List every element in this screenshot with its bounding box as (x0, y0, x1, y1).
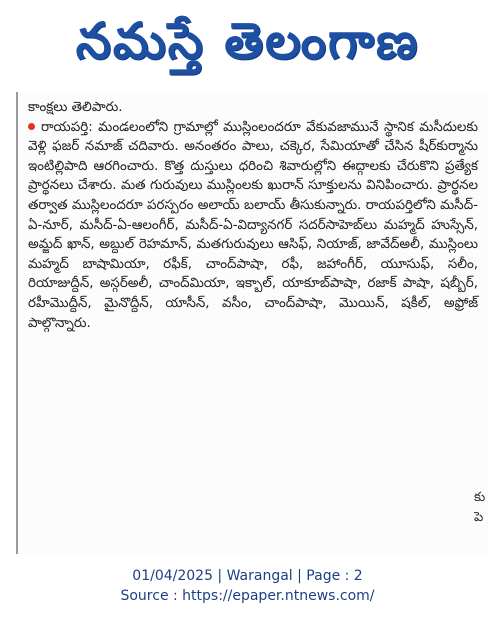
article-lead-in: కాంక్షలు తెలిపారు. (28, 100, 123, 115)
article-clipping (16, 92, 488, 554)
source-link[interactable]: Source : https://epaper.ntnews.com/ (120, 588, 375, 604)
article-body: మండలంలోని గ్రామాల్లో ముస్లింలందరూ వేకువజామునే స్థానిక మసీదులకు వెళ్లి ఫజర్ నమాజ్ చదివారు. అనంతరం పాలు, చక్కెర, సేమియాతో చేసిన షీర్‌కుర్మాను ఇంటిల్లిపాది ఆరగించారు. కొత్త దుస్తులు ధరించి శివారుల్లోని ఈద్గాలకు చేరుకొని ప్రత్యేక ప్రార్థనలు చేశారు. మత గురువులు ముస్లింలకు ఖురాన్ సూక్తులను వినిపించారు. ప్రార్థనల తర్వాత ముస్లిలందరూ పరస్పరం అలాయ్ బలాయ్ తీసుకున్నారు. రాయపర్తిలోని మసీద్-ఏ-నూర్, మసీద్-ఏ-ఆలంగీర్, మసీద్-ఏ-విద్యానగర్ సదర్‌సాహెబ్‌లు మహ్మద్ హుస్సేన్, అమ్జద్ ఖాన్, అబ్దుల్ రెహమాన్, మతగురువులు ఆసిఫ్, నియాజ్, జావేద్‌అలీ, ముస్లింలు మహ్మద్ బాషామియా, రఫీక్, చాంద్‌పాషా, రఫీ, జహాంగీర్, యూసుఫ్, సలీం, రియాజుద్దీన్, అస్గర్‌అలీ, చాంద్‌మియా, ఇక్బాల్, యాకూబ్‌పాషా, రజాక్ పాషా, షబ్బీర్, రహీమొద్దీన్, మైనొద్దీన్, యాసీన్, వసీం, చాంద్‌పాషా, మొయిన్, షకీల్, అఫ్రోజ్ పాల్గొన్నారు. (28, 119, 478, 331)
article-text (28, 98, 478, 333)
newspaper-logo: నమస్తే తెలంగాణ (75, 12, 420, 70)
article-paragraph (28, 118, 478, 334)
masthead (0, 0, 495, 82)
source-footer (0, 566, 495, 606)
adjacent-column-fragment (474, 488, 488, 544)
edition-info: 01/04/2025 | Warangal | Page : 2 (132, 568, 363, 584)
red-bullet-icon (28, 123, 35, 130)
adjacent-column-glyph: కు (474, 490, 486, 505)
adjacent-column-glyph: పె (474, 510, 484, 525)
article-dateline: రాయపర్తి: (41, 119, 93, 135)
